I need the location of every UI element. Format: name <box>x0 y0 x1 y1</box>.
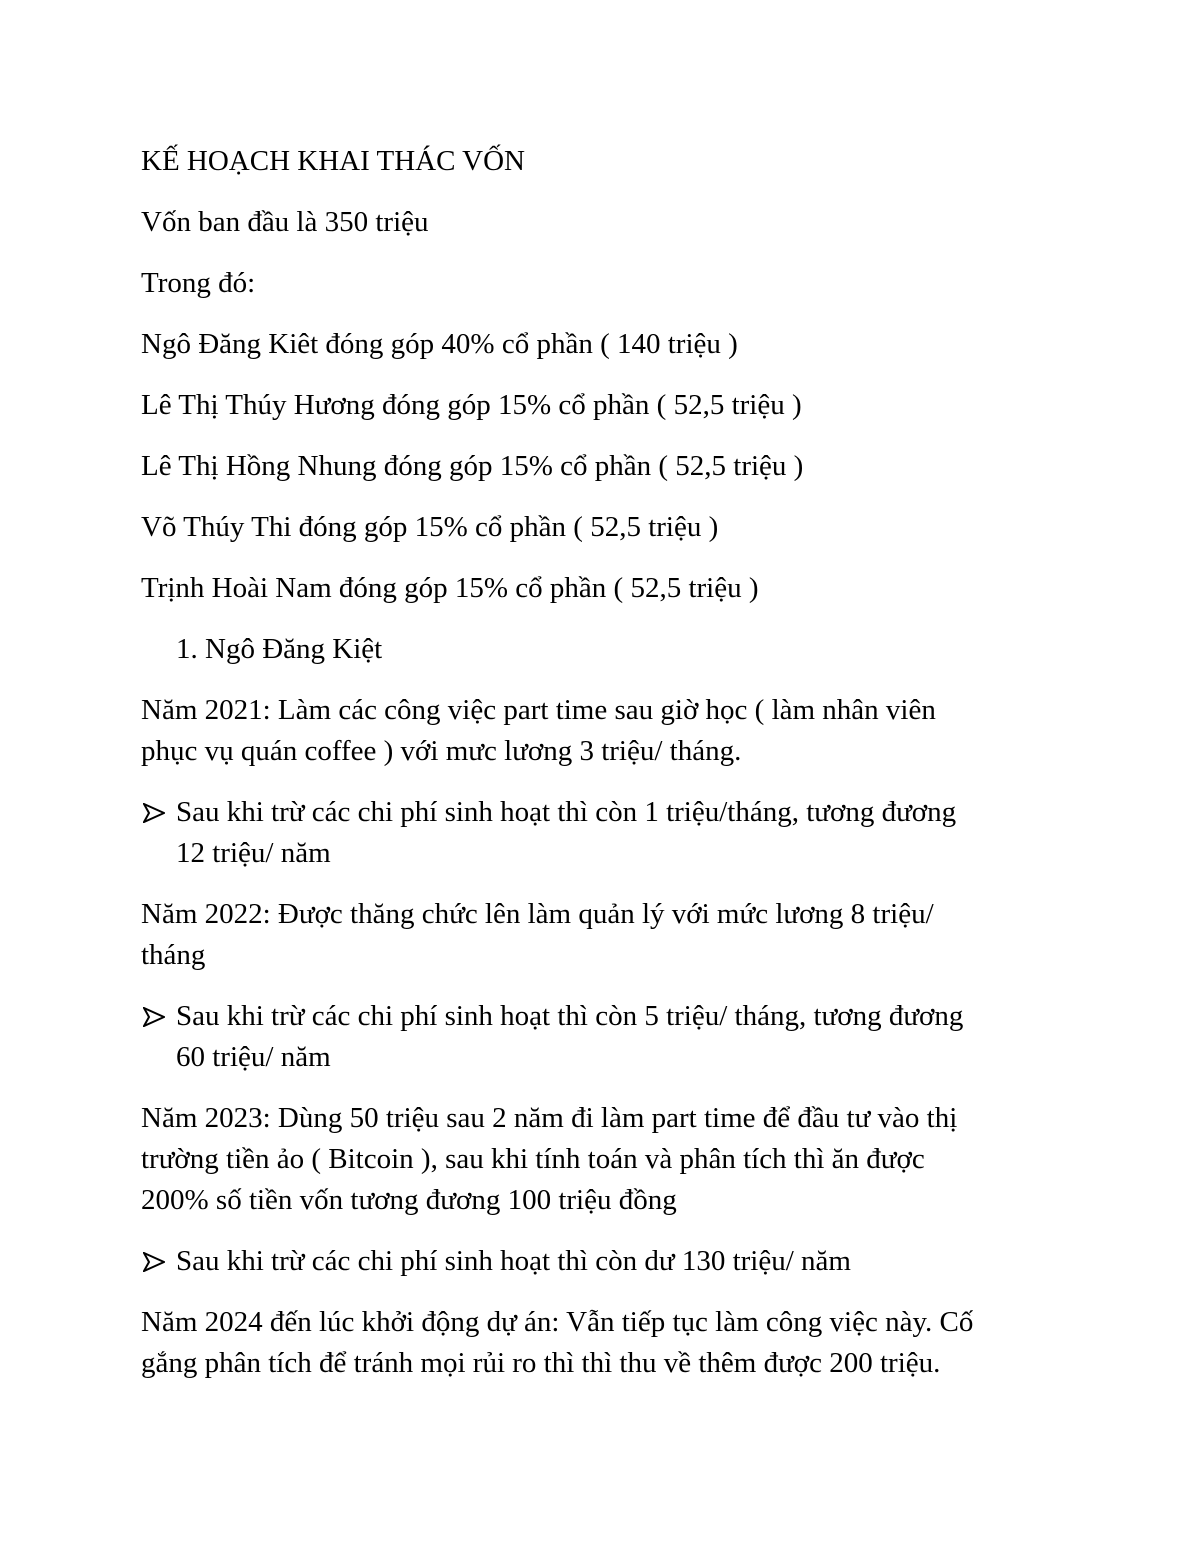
section-heading-1 <box>176 629 382 670</box>
year-2021-line-1: Năm 2021: Làm các công việc part time sau giờ học ( làm nhân viên <box>141 694 936 726</box>
year-2023-line-2: trường tiền ảo ( Bitcoin ), sau khi tính toán và phân tích thì ăn được <box>141 1143 925 1175</box>
year-2024-line-1: Năm 2024 đến lúc khởi động dự án: Vẫn tiếp tục làm công việc này. Cố <box>141 1306 974 1338</box>
year-2024-line-2: gắng phân tích để tránh mọi rủi ro thì thì thu về thêm được 200 triệu. <box>141 1347 941 1379</box>
bullet-3-line-1: Sau khi trừ các chi phí sinh hoạt thì còn dư 130 triệu/ năm <box>176 1245 851 1277</box>
contributor-line: Lê Thị Hồng Nhung đóng góp 15% cổ phần ( 52,5 triệu ) <box>141 450 804 482</box>
bullet-1-line-1: Sau khi trừ các chi phí sinh hoạt thì còn 1 triệu/tháng, tương đương <box>176 796 957 828</box>
contributor-line: Ngô Đăng Kiêt đóng góp 40% cổ phần ( 140 triệu ) <box>141 328 738 360</box>
contributor-line: Võ Thúy Thi đóng góp 15% cổ phần ( 52,5 triệu ) <box>141 511 719 543</box>
contributor-line: Lê Thị Thúy Hương đóng góp 15% cổ phần ( 52,5 triệu ) <box>141 389 802 421</box>
initial-capital: Vốn ban đầu là 350 triệu <box>141 206 429 238</box>
bullet-2-line-2: 60 triệu/ năm <box>176 1041 331 1073</box>
section-number: 1. <box>176 633 198 665</box>
intro-text: Trong đó: <box>141 267 256 299</box>
year-2022-line-2: tháng <box>141 939 206 971</box>
year-2023-line-1: Năm 2023: Dùng 50 triệu sau 2 năm đi làm part time để đầu tư vào thị <box>141 1102 958 1134</box>
arrowhead-bullet-icon <box>141 792 167 833</box>
arrowhead-bullet-icon <box>141 996 167 1037</box>
section-name: Ngô Đăng Kiệt <box>205 633 383 665</box>
year-2023-line-3: 200% số tiền vốn tương đương 100 triệu đồng <box>141 1184 677 1216</box>
contributor-line: Trịnh Hoài Nam đóng góp 15% cổ phần ( 52,5 triệu ) <box>141 572 759 604</box>
bullet-1-line-2: 12 triệu/ năm <box>176 837 331 869</box>
year-2022-line-1: Năm 2022: Được thăng chức lên làm quản lý với mức lương 8 triệu/ <box>141 898 934 930</box>
document-title: KẾ HOẠCH KHAI THÁC VỐN <box>141 145 525 177</box>
arrowhead-bullet-icon <box>141 1241 167 1282</box>
bullet-2-line-1: Sau khi trừ các chi phí sinh hoạt thì còn 5 triệu/ tháng, tương đương <box>176 1000 964 1032</box>
year-2021-line-2: phục vụ quán coffee ) với mưc lương 3 triệu/ tháng. <box>141 735 742 767</box>
